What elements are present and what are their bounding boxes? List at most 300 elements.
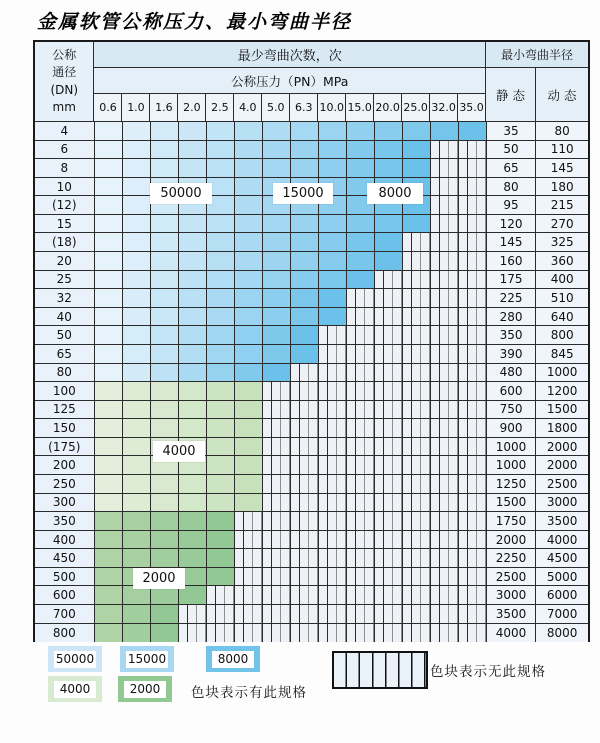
dn-cell: 600 (35, 586, 95, 605)
spec-available-cell (123, 252, 151, 271)
spec-unavailable-cell (235, 549, 263, 568)
spec-available-cell (319, 233, 347, 252)
static-radius-cell: 35 (487, 122, 537, 141)
spec-available-cell (179, 549, 207, 568)
dynamic-radius-cell: 845 (536, 345, 588, 364)
spec-unavailable-cell (319, 419, 347, 438)
spec-available-cell (207, 122, 235, 141)
spec-available-cell (235, 494, 263, 513)
pressure-column-header: 4.0 (234, 94, 262, 122)
legend-swatch-2000 (118, 676, 172, 702)
table-row (35, 624, 588, 643)
spec-available-cell (123, 308, 151, 327)
spec-available-cell (151, 475, 179, 494)
table-row (35, 475, 588, 494)
dn-cell: 4 (35, 122, 95, 141)
spec-unavailable-cell (347, 326, 375, 345)
table-row (35, 233, 588, 252)
spec-available-cell (263, 308, 291, 327)
spec-unavailable-cell (431, 178, 459, 197)
spec-available-cell (347, 122, 375, 141)
spec-unavailable-cell (431, 605, 459, 624)
spec-unavailable-cell (459, 401, 487, 420)
spec-unavailable-cell (459, 215, 487, 234)
dn-cell: 400 (35, 531, 95, 550)
dn-cell: 250 (35, 475, 95, 494)
cycles-header-block (94, 42, 486, 122)
spec-unavailable-cell (431, 233, 459, 252)
spec-available-cell (291, 252, 319, 271)
spec-available-cell (95, 512, 123, 531)
spec-unavailable-cell (459, 456, 487, 475)
dn-cell: 15 (35, 215, 95, 234)
table-row (35, 215, 588, 234)
spec-available-cell (151, 308, 179, 327)
spec-unavailable-cell (459, 233, 487, 252)
spec-available-cell (123, 512, 151, 531)
dynamic-radius-cell: 360 (536, 252, 588, 271)
spec-unavailable-cell (431, 141, 459, 160)
spec-available-cell (263, 233, 291, 252)
spec-unavailable-cell (347, 531, 375, 550)
spec-available-cell (235, 438, 263, 457)
static-radius-cell: 900 (487, 419, 537, 438)
legend-has-spec-text: 色块表示有此规格 (191, 685, 307, 701)
dynamic-radius-cell: 8000 (536, 624, 588, 643)
legend-swatch-50000 (48, 646, 102, 672)
pressure-column-header: 6.3 (290, 94, 318, 122)
spec-available-cell (235, 215, 263, 234)
spec-available-cell (403, 159, 431, 178)
dn-cell: 450 (35, 549, 95, 568)
dn-cell: 700 (35, 605, 95, 624)
spec-unavailable-cell (235, 624, 263, 643)
spec-unavailable-cell (459, 568, 487, 587)
table-row (35, 382, 588, 401)
static-header: 静 态 (486, 68, 536, 122)
spec-available-cell (123, 271, 151, 290)
table-row (35, 419, 588, 438)
legend-swatch-label: 15000 (127, 652, 167, 666)
spec-unavailable-cell (263, 401, 291, 420)
spec-unavailable-cell (291, 419, 319, 438)
spec-available-cell (123, 531, 151, 550)
spec-unavailable-cell (207, 586, 235, 605)
spec-unavailable-cell (403, 326, 431, 345)
spec-unavailable-cell (403, 456, 431, 475)
pressure-column-header: 2.5 (206, 94, 234, 122)
spec-unavailable-cell (459, 512, 487, 531)
spec-available-cell (95, 215, 123, 234)
pressure-cells (95, 549, 487, 568)
pressure-column-header: 20.0 (374, 94, 402, 122)
table-row (35, 364, 588, 383)
spec-available-cell (291, 215, 319, 234)
spec-available-cell (179, 475, 207, 494)
pressure-cells (95, 233, 487, 252)
dn-cell: 125 (35, 401, 95, 420)
spec-unavailable-cell (179, 605, 207, 624)
spec-available-cell (179, 308, 207, 327)
pressure-cells (95, 586, 487, 605)
spec-available-cell (123, 345, 151, 364)
spec-available-cell (235, 159, 263, 178)
spec-available-cell (179, 159, 207, 178)
spec-unavailable-cell (319, 438, 347, 457)
spec-available-cell (95, 531, 123, 550)
spec-available-cell (123, 326, 151, 345)
spec-available-cell (95, 475, 123, 494)
spec-available-cell (235, 252, 263, 271)
dynamic-radius-cell: 215 (536, 196, 588, 215)
spec-available-cell (207, 549, 235, 568)
spec-unavailable-cell (263, 624, 291, 643)
spec-unavailable-cell (319, 605, 347, 624)
spec-unavailable-cell (347, 364, 375, 383)
static-radius-cell: 120 (487, 215, 537, 234)
pressure-column-header: 32.0 (430, 94, 458, 122)
spec-available-cell (95, 178, 123, 197)
dn-cell: 32 (35, 289, 95, 308)
spec-available-cell (319, 159, 347, 178)
spec-unavailable-cell (459, 271, 487, 290)
spec-available-cell (95, 141, 123, 160)
spec-available-cell (207, 382, 235, 401)
spec-available-cell (291, 326, 319, 345)
spec-unavailable-cell (207, 605, 235, 624)
table-row (35, 568, 588, 587)
dynamic-radius-cell: 6000 (536, 586, 588, 605)
spec-unavailable-cell (431, 326, 459, 345)
spec-unavailable-cell (431, 568, 459, 587)
spec-unavailable-cell (403, 568, 431, 587)
spec-available-cell (179, 326, 207, 345)
spec-unavailable-cell (459, 345, 487, 364)
spec-unavailable-cell (291, 549, 319, 568)
spec-available-cell (263, 271, 291, 290)
spec-available-cell (235, 419, 263, 438)
spec-available-cell (347, 252, 375, 271)
spec-unavailable-cell (403, 289, 431, 308)
pressure-column-header: 35.0 (458, 94, 485, 122)
pressure-cells (95, 289, 487, 308)
spec-unavailable-cell (431, 289, 459, 308)
spec-unavailable-cell (431, 401, 459, 420)
cycle-label-50000: 50000 (150, 183, 212, 204)
spec-unavailable-cell (375, 568, 403, 587)
spec-available-cell (123, 586, 151, 605)
spec-unavailable-cell (459, 624, 487, 643)
spec-unavailable-cell (403, 271, 431, 290)
spec-unavailable-cell (459, 419, 487, 438)
table-row (35, 326, 588, 345)
dn-cell: 350 (35, 512, 95, 531)
spec-unavailable-cell (263, 382, 291, 401)
spec-unavailable-cell (375, 308, 403, 327)
pressure-cells (95, 364, 487, 383)
spec-unavailable-cell (347, 382, 375, 401)
spec-unavailable-cell (235, 605, 263, 624)
spec-available-cell (431, 122, 459, 141)
spec-unavailable-cell (347, 549, 375, 568)
spec-available-cell (235, 345, 263, 364)
spec-available-cell (375, 159, 403, 178)
spec-available-cell (95, 289, 123, 308)
spec-available-cell (95, 624, 123, 643)
spec-unavailable-cell (375, 494, 403, 513)
spec-available-cell (207, 364, 235, 383)
spec-available-cell (235, 233, 263, 252)
spec-unavailable-cell (459, 178, 487, 197)
spec-unavailable-cell (263, 549, 291, 568)
pressure-column-header: 10.0 (318, 94, 346, 122)
spec-available-cell (151, 271, 179, 290)
spec-available-cell (179, 289, 207, 308)
spec-unavailable-cell (459, 308, 487, 327)
spec-unavailable-cell (431, 456, 459, 475)
spec-unavailable-cell (403, 605, 431, 624)
spec-unavailable-cell (291, 401, 319, 420)
spec-available-cell (291, 271, 319, 290)
spec-unavailable-cell (347, 456, 375, 475)
spec-available-cell (207, 233, 235, 252)
spec-unavailable-cell (403, 419, 431, 438)
pressure-cells (95, 215, 487, 234)
static-radius-cell: 1000 (487, 456, 537, 475)
static-radius-cell: 225 (487, 289, 537, 308)
legend-swatch-4000 (48, 676, 102, 702)
spec-unavailable-cell (347, 419, 375, 438)
spec-unavailable-cell (459, 141, 487, 160)
spec-unavailable-cell (319, 326, 347, 345)
spec-unavailable-cell (263, 568, 291, 587)
spec-available-cell (95, 233, 123, 252)
page-title: 金属软管公称压力、最小弯曲半径 (37, 11, 353, 33)
spec-available-cell (123, 122, 151, 141)
spec-available-cell (319, 252, 347, 271)
dn-cell: 500 (35, 568, 95, 587)
spec-available-cell (179, 215, 207, 234)
spec-available-cell (291, 141, 319, 160)
spec-available-cell (263, 122, 291, 141)
spec-available-cell (95, 605, 123, 624)
spec-available-cell (95, 586, 123, 605)
spec-available-cell (95, 401, 123, 420)
legend-swatch-label: 8000 (212, 651, 254, 668)
spec-unavailable-cell (347, 475, 375, 494)
spec-unavailable-cell (459, 159, 487, 178)
static-radius-cell: 1000 (487, 438, 537, 457)
spec-unavailable-cell (319, 345, 347, 364)
spec-available-cell (235, 141, 263, 160)
spec-unavailable-cell (291, 605, 319, 624)
pressure-cells (95, 271, 487, 290)
dynamic-radius-cell: 510 (536, 289, 588, 308)
spec-unavailable-cell (291, 382, 319, 401)
spec-available-cell (151, 252, 179, 271)
spec-available-cell (151, 159, 179, 178)
spec-available-cell (95, 382, 123, 401)
spec-available-cell (403, 215, 431, 234)
spec-unavailable-cell (347, 586, 375, 605)
spec-available-cell (207, 494, 235, 513)
table-row (35, 345, 588, 364)
spec-unavailable-cell (431, 624, 459, 643)
spec-available-cell (403, 122, 431, 141)
dn-cell: 100 (35, 382, 95, 401)
spec-available-cell (123, 624, 151, 643)
spec-unavailable-cell (403, 364, 431, 383)
static-radius-cell: 600 (487, 382, 537, 401)
spec-unavailable-cell (431, 196, 459, 215)
spec-unavailable-cell (347, 605, 375, 624)
spec-available-cell (375, 252, 403, 271)
pressure-cells (95, 419, 487, 438)
spec-available-cell (207, 401, 235, 420)
spec-available-cell (151, 531, 179, 550)
pressure-cells (95, 512, 487, 531)
spec-unavailable-cell (263, 494, 291, 513)
spec-available-cell (95, 364, 123, 383)
spec-available-cell (263, 289, 291, 308)
spec-unavailable-cell (403, 624, 431, 643)
spec-unavailable-cell (403, 549, 431, 568)
spec-available-cell (179, 512, 207, 531)
spec-unavailable-cell (179, 624, 207, 643)
spec-available-cell (179, 586, 207, 605)
spec-unavailable-cell (375, 456, 403, 475)
spec-unavailable-cell (319, 401, 347, 420)
spec-available-cell (263, 159, 291, 178)
dynamic-radius-cell: 80 (536, 122, 588, 141)
dynamic-radius-cell: 3500 (536, 512, 588, 531)
spec-unavailable-cell (431, 308, 459, 327)
spec-unavailable-cell (319, 456, 347, 475)
spec-available-cell (95, 568, 123, 587)
spec-available-cell (123, 401, 151, 420)
spec-unavailable-cell (459, 531, 487, 550)
spec-unavailable-cell (403, 382, 431, 401)
spec-unavailable-cell (291, 494, 319, 513)
static-radius-cell: 2250 (487, 549, 537, 568)
spec-available-cell (207, 568, 235, 587)
spec-available-cell (207, 308, 235, 327)
spec-available-cell (375, 215, 403, 234)
spec-unavailable-cell (431, 419, 459, 438)
spec-available-cell (123, 605, 151, 624)
spec-available-cell (235, 382, 263, 401)
spec-unavailable-cell (375, 401, 403, 420)
spec-unavailable-cell (263, 419, 291, 438)
spec-unavailable-cell (319, 549, 347, 568)
spec-available-cell (151, 512, 179, 531)
dn-header-cell (35, 42, 94, 122)
spec-unavailable-cell (319, 475, 347, 494)
dn-header-line: (DN) (50, 82, 79, 97)
spec-unavailable-cell (431, 252, 459, 271)
table-row (35, 122, 588, 141)
static-radius-cell: 1500 (487, 494, 537, 513)
pressure-cells (95, 122, 487, 141)
spec-available-cell (235, 401, 263, 420)
dynamic-radius-cell: 5000 (536, 568, 588, 587)
spec-available-cell (151, 419, 179, 438)
dynamic-radius-cell: 270 (536, 215, 588, 234)
spec-unavailable-cell (347, 624, 375, 643)
spec-available-cell (207, 531, 235, 550)
static-radius-cell: 160 (487, 252, 537, 271)
spec-unavailable-cell (319, 531, 347, 550)
spec-unavailable-cell (375, 364, 403, 383)
dn-header-line: 通径 (52, 65, 77, 80)
spec-available-cell (207, 141, 235, 160)
spec-unavailable-cell (375, 289, 403, 308)
dn-cell: 150 (35, 419, 95, 438)
static-radius-cell: 80 (487, 178, 537, 197)
legend-swatch-15000 (120, 646, 174, 672)
dynamic-header: 动 态 (536, 68, 588, 122)
spec-unavailable-cell (431, 494, 459, 513)
pressure-cells (95, 475, 487, 494)
spec-unavailable-cell (347, 438, 375, 457)
dynamic-radius-cell: 180 (536, 178, 588, 197)
spec-available-cell (179, 345, 207, 364)
spec-unavailable-cell (431, 364, 459, 383)
spec-available-cell (235, 364, 263, 383)
spec-unavailable-cell (459, 252, 487, 271)
cycle-label-4000: 4000 (153, 441, 205, 462)
spec-unavailable-cell (291, 512, 319, 531)
pressure-column-header: 1.6 (150, 94, 178, 122)
spec-unavailable-cell (291, 364, 319, 383)
dynamic-radius-cell: 1500 (536, 401, 588, 420)
spec-available-cell (459, 122, 487, 141)
spec-available-cell (95, 271, 123, 290)
spec-unavailable-cell (459, 438, 487, 457)
spec-available-cell (235, 122, 263, 141)
spec-available-cell (179, 382, 207, 401)
dynamic-radius-cell: 3000 (536, 494, 588, 513)
spec-unavailable-cell (319, 586, 347, 605)
pressure-cells (95, 401, 487, 420)
dynamic-radius-cell: 400 (536, 271, 588, 290)
spec-available-cell (151, 586, 179, 605)
spec-available-cell (207, 512, 235, 531)
spec-unavailable-cell (207, 624, 235, 643)
spec-available-cell (403, 141, 431, 160)
spec-available-cell (95, 549, 123, 568)
spec-available-cell (319, 141, 347, 160)
spec-available-cell (179, 401, 207, 420)
table-row (35, 549, 588, 568)
spec-unavailable-cell (403, 512, 431, 531)
nominal-pressure-header: 公称压力（PN）MPa (94, 68, 485, 94)
dynamic-radius-cell: 4000 (536, 531, 588, 550)
spec-available-cell (95, 494, 123, 513)
table-row (35, 308, 588, 327)
static-radius-cell: 390 (487, 345, 537, 364)
spec-available-cell (375, 233, 403, 252)
spec-available-cell (319, 289, 347, 308)
spec-available-cell (263, 215, 291, 234)
dynamic-radius-cell: 7000 (536, 605, 588, 624)
spec-available-cell (179, 271, 207, 290)
spec-unavailable-cell (375, 326, 403, 345)
static-radius-cell: 750 (487, 401, 537, 420)
dn-cell: 20 (35, 252, 95, 271)
spec-unavailable-cell (459, 196, 487, 215)
table-row (35, 456, 588, 475)
